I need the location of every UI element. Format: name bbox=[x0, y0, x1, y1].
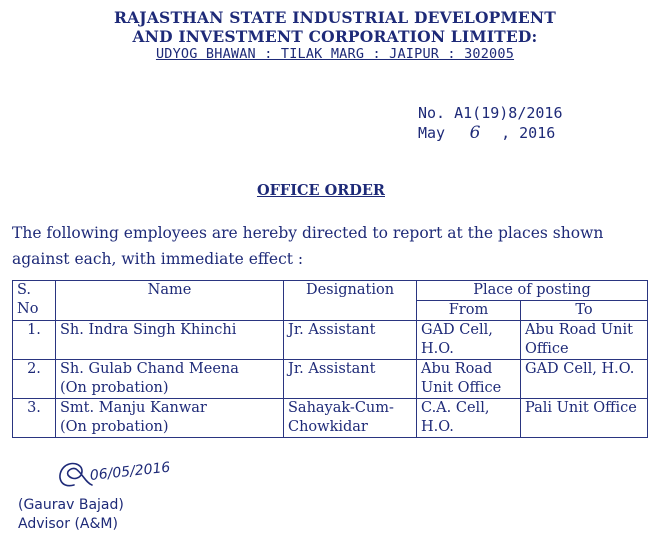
employee-name: Sh. Indra Singh Khinchi bbox=[60, 322, 237, 338]
employee-note: (On probation) bbox=[60, 419, 169, 435]
header-sno: S. No bbox=[13, 281, 56, 321]
order-date bbox=[418, 123, 555, 143]
signature-date: 06/05/2016 bbox=[89, 459, 172, 484]
row-from: Abu Road Unit Office bbox=[417, 360, 521, 399]
date-year: , 2016 bbox=[501, 124, 556, 142]
org-name-line2: AND INVESTMENT CORPORATION LIMITED: bbox=[132, 27, 538, 46]
employee-note bbox=[60, 340, 279, 359]
row-name bbox=[56, 360, 284, 399]
row-sno: 1. bbox=[13, 321, 56, 360]
row-to: Abu Road Unit Office bbox=[521, 321, 648, 360]
table-header-row bbox=[13, 281, 648, 301]
signatory-block bbox=[18, 496, 124, 534]
table-row bbox=[13, 360, 648, 399]
header-name: Name bbox=[56, 281, 284, 321]
order-intro: The following employees are hereby directed to report at the places shown against each, with immediate effect : bbox=[12, 224, 604, 268]
reference-number: No. A1(19)8/2016 bbox=[418, 104, 563, 122]
date-day-handwritten: 6 bbox=[469, 123, 481, 143]
employee-name: Sh. Gulab Chand Meena bbox=[60, 361, 239, 377]
employee-name: Smt. Manju Kanwar bbox=[60, 400, 207, 416]
employee-note: (On probation) bbox=[60, 380, 169, 396]
table-row bbox=[13, 321, 648, 360]
header-from: From bbox=[417, 301, 521, 321]
org-address: UDYOG BHAWAN : TILAK MARG : JAIPUR : 302005 bbox=[155, 46, 515, 62]
row-to: Pali Unit Office bbox=[521, 399, 648, 438]
table-row bbox=[13, 399, 648, 438]
postings-table bbox=[12, 280, 648, 438]
row-sno: 2. bbox=[13, 360, 56, 399]
header-place-of-posting: Place of posting bbox=[417, 281, 648, 301]
header-to: To bbox=[521, 301, 648, 321]
row-from: GAD Cell, H.O. bbox=[417, 321, 521, 360]
signatory-title: Advisor (A&M) bbox=[18, 516, 118, 532]
row-from: C.A. Cell, H.O. bbox=[417, 399, 521, 438]
order-title: OFFICE ORDER bbox=[256, 182, 385, 199]
date-month: May bbox=[418, 124, 446, 142]
org-name-line1: RAJASTHAN STATE INDUSTRIAL DEVELOPMENT bbox=[113, 8, 557, 27]
row-designation: Jr. Assistant bbox=[284, 360, 417, 399]
row-sno: 3. bbox=[13, 399, 56, 438]
header-designation: Designation bbox=[284, 281, 417, 321]
row-designation: Sahayak-Cum-Chowkidar bbox=[284, 399, 417, 438]
signatory-name: (Gaurav Bajad) bbox=[18, 497, 124, 513]
row-to: GAD Cell, H.O. bbox=[521, 360, 648, 399]
row-name bbox=[56, 321, 284, 360]
row-designation: Jr. Assistant bbox=[284, 321, 417, 360]
row-name bbox=[56, 399, 284, 438]
